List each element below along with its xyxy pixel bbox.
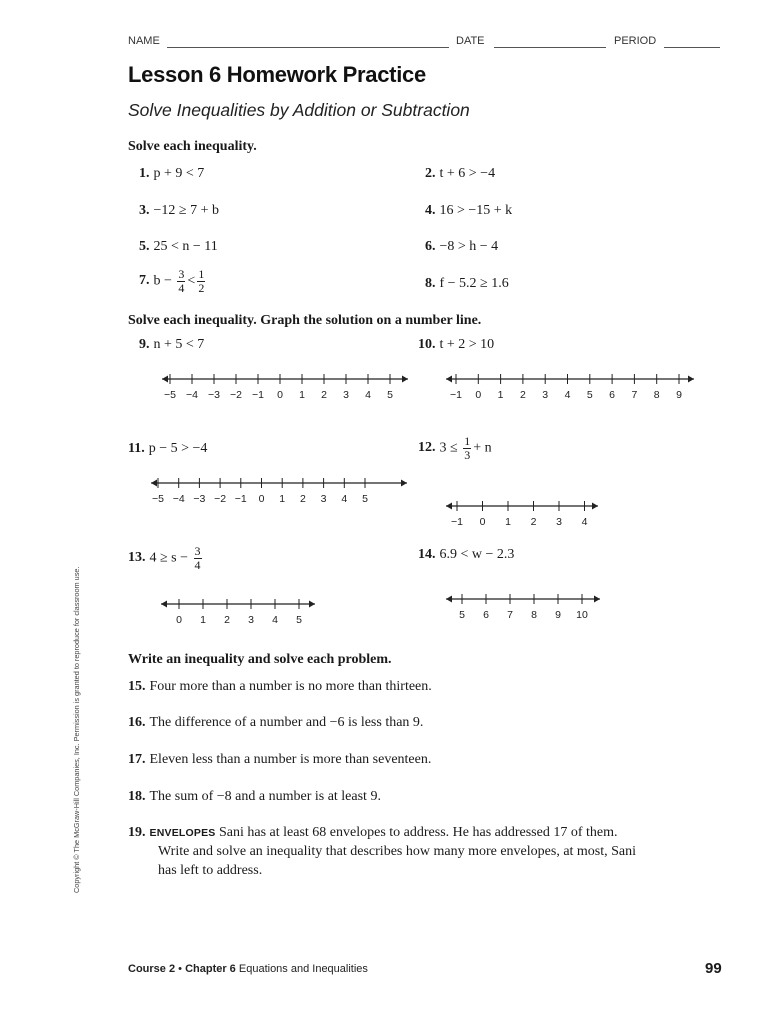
number-line-tick-label: 7: [631, 389, 638, 401]
number-line-tick-label: 4: [564, 389, 571, 401]
problem-1: [139, 166, 204, 182]
fraction: [177, 268, 185, 294]
number-line-tick-label: −5: [152, 493, 164, 505]
fraction: [463, 435, 471, 461]
fraction-numerator: 1: [464, 434, 471, 448]
problem-text: The difference of a number and −6 is less than 9.: [149, 715, 424, 730]
problem-18: [128, 789, 381, 805]
problem-text: t + 6 > −4: [439, 166, 496, 181]
number-line-arrow: [162, 376, 168, 383]
footer-chapter-title: Equations and Inequalities: [238, 963, 368, 975]
problem-14: [418, 547, 514, 563]
problem-19: [128, 825, 618, 841]
problem-text: n + 5 < 7: [153, 337, 205, 352]
problem-text: b −: [153, 273, 172, 289]
fraction-denominator: 3: [464, 447, 471, 462]
number-line-tick-label: 1: [497, 389, 504, 401]
number-line-tick-label: −2: [214, 493, 227, 505]
name-line[interactable]: [167, 47, 449, 48]
problem-text: Eleven less than a number is more than seventeen.: [149, 752, 432, 767]
fraction: [194, 545, 202, 571]
number-line-tick-label: −2: [230, 389, 242, 401]
problem-13: [128, 545, 204, 571]
problem-number: 2.: [425, 166, 436, 181]
number-line-tick-label: −1: [252, 389, 264, 401]
fraction-numerator: 3: [194, 544, 201, 558]
number-line-tick-label: −1: [234, 493, 247, 505]
problem-number: 19.: [128, 825, 146, 840]
number-line-12[interactable]: [440, 497, 605, 533]
number-line-tick-label: 4: [341, 493, 348, 505]
number-line-tick-label: 3: [556, 516, 562, 528]
problem-3: [139, 203, 219, 219]
number-line-tick-label: 9: [676, 389, 682, 401]
problem-number: 4.: [425, 203, 436, 218]
section3-instruction: Write an inequality and solve each problem.: [128, 652, 392, 667]
number-line-tick-label: 8: [531, 609, 537, 621]
number-line-arrow: [446, 503, 452, 510]
problem-number: 5.: [139, 239, 150, 254]
problem-text: The sum of −8 and a number is at least 9.: [149, 789, 381, 804]
number-line-arrow: [151, 480, 157, 487]
problem-number: 11.: [128, 441, 145, 456]
number-line-tick-label: 3: [320, 493, 327, 505]
number-line-tick-label: −4: [172, 493, 185, 505]
problem-text: −8 > h − 4: [439, 239, 499, 254]
problem-text: Sani has at least 68 envelopes to address. He has addressed 17 of them.: [218, 825, 618, 840]
number-line-arrow: [446, 596, 452, 603]
problem-text: f − 5.2 ≥ 1.6: [439, 276, 509, 291]
problem-number: 10.: [418, 337, 436, 352]
period-label: PERIOD: [614, 35, 657, 47]
problem-17: [128, 752, 431, 768]
number-line-tick-label: 3: [343, 389, 349, 401]
problem-15: [128, 679, 432, 695]
problem-number: 14.: [418, 547, 436, 562]
problem-11: [128, 441, 207, 457]
problem-number: 7.: [139, 273, 150, 289]
problem-number: 15.: [128, 679, 146, 694]
number-line-tick-label: 1: [279, 493, 286, 505]
number-line-arrow: [402, 376, 408, 383]
number-line-tick-label: 3: [542, 389, 549, 401]
problem-text: 16 > −15 + k: [439, 203, 513, 218]
problem-number: 6.: [425, 239, 436, 254]
problem-text: <: [187, 273, 196, 289]
page-number: 99: [705, 960, 722, 977]
footer-course: [128, 963, 368, 975]
problem-text: + n: [473, 440, 492, 456]
period-line[interactable]: [664, 47, 720, 48]
name-label: NAME: [128, 35, 160, 47]
footer-course-label: Course 2: [128, 963, 176, 975]
number-line-tick-label: −3: [208, 389, 220, 401]
number-line-tick-label: 6: [609, 389, 616, 401]
number-line-tick-label: 1: [200, 614, 206, 626]
number-line-arrow: [592, 503, 598, 510]
fraction-denominator: 4: [194, 557, 201, 572]
number-line-tick-label: 4: [272, 614, 278, 626]
problem-9: [139, 337, 204, 353]
number-line-11[interactable]: [145, 474, 415, 510]
number-line-14[interactable]: [440, 590, 605, 626]
number-line-tick-label: 0: [479, 516, 486, 528]
fraction-numerator: 1: [198, 267, 205, 281]
number-line-arrow: [309, 601, 315, 608]
problem-number: 1.: [139, 166, 150, 181]
number-line-13[interactable]: [155, 595, 320, 631]
number-line-tick-label: 1: [505, 516, 511, 528]
section2-instruction: Solve each inequality. Graph the solution on a number line.: [128, 313, 482, 328]
problem-number: 9.: [139, 337, 150, 352]
date-label: DATE: [456, 35, 485, 47]
problem-text: p + 9 < 7: [153, 166, 205, 181]
number-line-10[interactable]: [440, 370, 702, 406]
number-line-tick-label: 0: [258, 493, 265, 505]
number-line-tick-label: 2: [321, 389, 327, 401]
problem-category-label: ENVELOPES: [149, 827, 216, 839]
number-line-tick-label: 7: [507, 609, 513, 621]
number-line-tick-label: 4: [365, 389, 371, 401]
number-line-tick-label: 6: [483, 609, 489, 621]
number-line-tick-label: 4: [581, 516, 588, 528]
page-subtitle: Solve Inequalities by Addition or Subtraction: [128, 100, 470, 120]
number-line-tick-label: 2: [224, 614, 230, 626]
problem-7: [139, 268, 207, 294]
number-line-arrow: [161, 601, 167, 608]
number-line-tick-label: −4: [186, 389, 198, 401]
date-line[interactable]: [494, 47, 606, 48]
number-line-tick-label: 5: [586, 389, 593, 401]
number-line-tick-label: 9: [555, 609, 561, 621]
problem-16: [128, 715, 423, 731]
number-line-tick-label: 8: [653, 389, 660, 401]
fraction: [197, 268, 205, 294]
problem-6: [425, 239, 498, 255]
number-line-arrow: [401, 480, 407, 487]
fraction-denominator: 4: [178, 280, 185, 295]
number-line-tick-label: −3: [193, 493, 206, 505]
number-line-tick-label: 5: [459, 609, 465, 621]
problem-number: 3.: [139, 203, 150, 218]
problem-number: 8.: [425, 276, 436, 291]
problem-text: p − 5 > −4: [148, 441, 208, 456]
fraction-numerator: 3: [178, 267, 185, 281]
copyright-notice: Copyright © The McGraw-Hill Companies, Inc. Permission is granted to reproduce for classroom use.: [72, 566, 81, 893]
problem-number: 17.: [128, 752, 146, 767]
section1-instruction: Solve each inequality.: [128, 139, 257, 154]
number-line-tick-label: 3: [248, 614, 254, 626]
number-line-tick-label: −5: [164, 389, 176, 401]
problem-text: 3 ≤: [439, 440, 458, 456]
number-line-tick-label: 5: [387, 389, 393, 401]
problem-text: 6.9 < w − 2.3: [439, 547, 515, 562]
number-line-arrow: [688, 376, 694, 383]
number-line-tick-label: 2: [519, 389, 526, 401]
problem-text: −12 ≥ 7 + b: [153, 203, 219, 218]
problem-10: [418, 337, 494, 353]
problem-text: Four more than a number is no more than thirteen.: [149, 679, 432, 694]
problem-5: [139, 239, 218, 255]
number-line-tick-label: 0: [475, 389, 482, 401]
problem-2: [425, 166, 495, 182]
number-line-tick-label: 10: [576, 609, 588, 621]
number-line-tick-label: −1: [450, 389, 462, 401]
fraction-denominator: 2: [198, 280, 205, 295]
page-title: Lesson 6 Homework Practice: [128, 62, 426, 87]
problem-4: [425, 203, 512, 219]
problem-number: 12.: [418, 440, 436, 456]
number-line-tick-label: 0: [277, 389, 283, 401]
number-line-arrow: [446, 376, 452, 383]
problem-number: 16.: [128, 715, 146, 730]
problem-number: 18.: [128, 789, 146, 804]
problem-19-line3: has left to address.: [158, 863, 263, 878]
footer-bullet: •: [178, 963, 182, 975]
number-line-tick-label: 2: [299, 493, 306, 505]
problem-number: 13.: [128, 550, 146, 566]
number-line-arrow: [594, 596, 600, 603]
problem-8: [425, 276, 509, 292]
problem-text: 25 < n − 11: [153, 239, 218, 254]
number-line-tick-label: 2: [530, 516, 537, 528]
number-line-tick-label: −1: [451, 516, 463, 528]
number-line-tick-label: 5: [362, 493, 368, 505]
problem-text: 4 ≥ s −: [149, 550, 189, 566]
problem-12: [418, 435, 492, 461]
number-line-9[interactable]: [150, 370, 422, 406]
problem-text: t + 2 > 10: [439, 337, 495, 352]
number-line-tick-label: 0: [176, 614, 182, 626]
problem-19-line2: Write and solve an inequality that describes how many more envelopes, at most, Sani: [158, 844, 637, 859]
number-line-tick-label: 5: [296, 614, 302, 626]
footer-chapter-label: Chapter 6: [185, 963, 236, 975]
number-line-tick-label: 1: [299, 389, 305, 401]
